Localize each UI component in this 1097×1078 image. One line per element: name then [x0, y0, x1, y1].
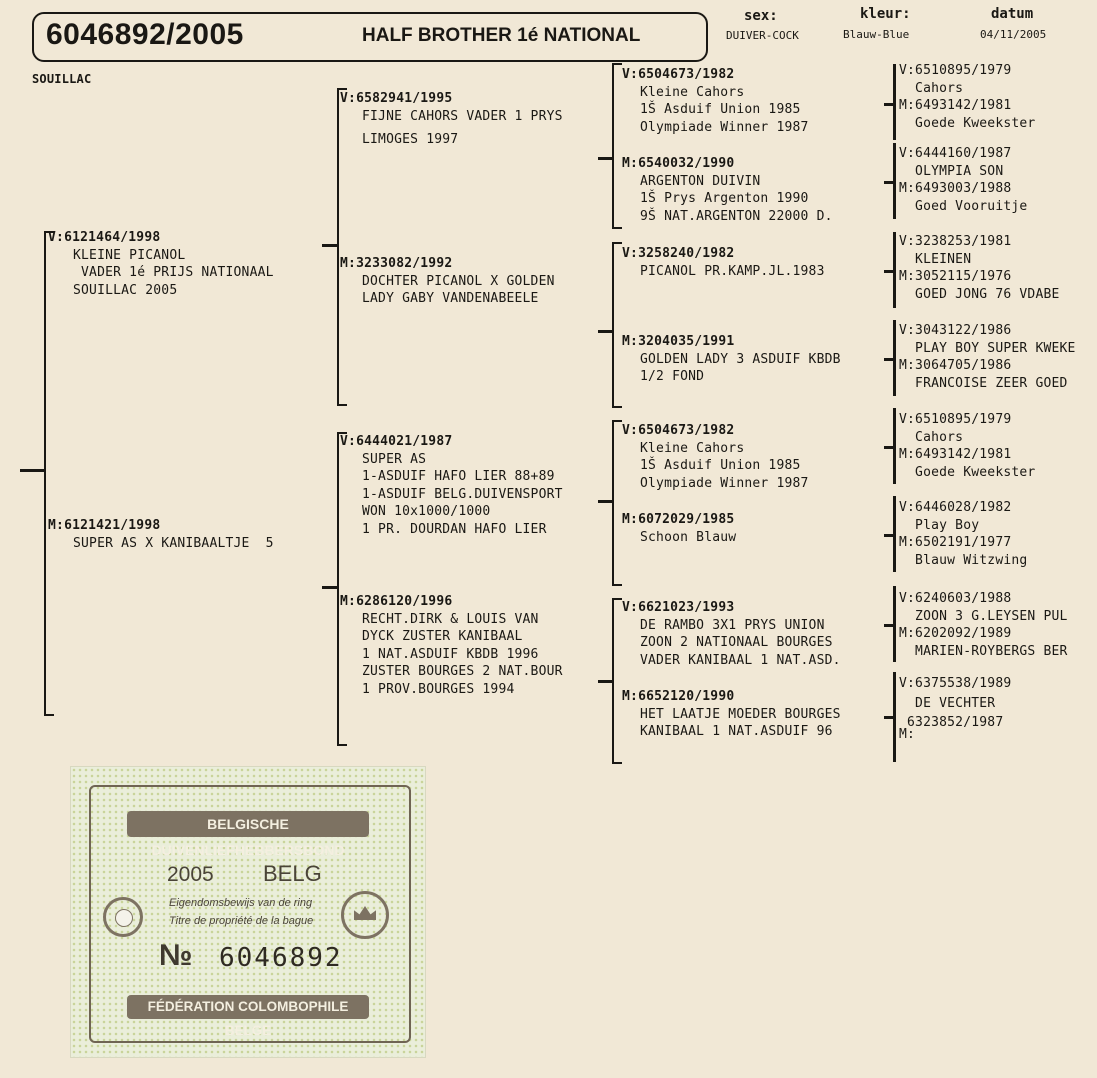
gen1-bracket — [44, 231, 54, 716]
gen4-line: V:6446028/1982 — [899, 500, 1012, 515]
ring-certificate-card — [70, 766, 426, 1058]
certificate-year: 2005 — [167, 863, 214, 886]
gen3-connector — [598, 157, 612, 160]
gen4-entry — [899, 411, 1035, 481]
gen4-connector — [884, 358, 893, 361]
gen2-prefix: V: — [340, 91, 357, 106]
gen2-line: 1-ASDUIF HAFO LIER 88+89 — [362, 469, 555, 484]
date-label: datum — [991, 6, 1034, 22]
certificate-line-nl: Eigendomsbewijs van de ring — [169, 897, 313, 909]
certificate-ring-number: 6046892 — [219, 943, 343, 973]
sire-prefix: V: — [48, 230, 65, 245]
gen2-line: LADY GABY VANDENABEELE — [362, 291, 539, 306]
gen3-connector — [598, 330, 612, 333]
gen2-line: 1 NAT.ASDUIF KBDB 1996 — [362, 646, 539, 662]
gen4-connector — [884, 624, 893, 627]
gen3-entry — [622, 422, 809, 492]
dam — [48, 517, 274, 552]
certificate-country: BELG — [263, 861, 322, 886]
gen4-bar — [893, 408, 896, 484]
gen3-line: ZOON 2 NATIONAAL BOURGES — [640, 635, 833, 650]
gen3-connector — [598, 500, 612, 503]
gen4-line: Play Boy — [899, 517, 980, 533]
sex-value: DUIVER-COCK — [726, 29, 799, 42]
gen4-line: GOED JONG 76 VDABE — [899, 286, 1060, 302]
federation-top-banner: BELGISCHE DUIVENLIEFHEBBERSBOND — [127, 811, 369, 837]
gen4-bar — [893, 496, 896, 572]
gen4-line: M:6493142/1981 — [899, 98, 1012, 113]
gen3-prefix: V: — [622, 423, 639, 438]
subject-connector — [20, 469, 44, 472]
gen2-prefix: M: — [340, 594, 357, 609]
gen4-entry — [899, 145, 1027, 215]
sire — [48, 229, 274, 299]
gen2-prefix: V: — [340, 434, 357, 449]
gen3-ring: 3204035/1991 — [638, 334, 735, 349]
gen4-bar — [893, 143, 896, 219]
gen3-line: 9Š NAT.ARGENTON 22000 D. — [640, 208, 833, 224]
gen2-line: RECHT.DIRK & LOUIS VAN — [362, 611, 539, 627]
sex-label: sex: — [744, 8, 778, 24]
gen3-prefix: V: — [622, 67, 639, 82]
gen3-entry — [622, 155, 833, 225]
certificate-line-fr: Titre de propriété de la bague — [169, 915, 314, 927]
gen4-line: M:6202092/1989 — [899, 626, 1012, 641]
gen3-bracket — [612, 420, 622, 586]
gen3-connector — [598, 680, 612, 683]
gen3-entry — [622, 245, 825, 280]
gen3-line: DE RAMBO 3X1 PRYS UNION — [640, 617, 825, 633]
gen2-line: 1 PROV.BOURGES 1994 — [362, 681, 515, 697]
sire-line: KLEINE PICANOL — [73, 247, 186, 263]
crown-emblem-icon — [341, 891, 389, 939]
sire-line: VADER 1é PRIJS NATIONAAL — [73, 265, 274, 280]
gen3-line: 1Š Asduif Union 1985 — [640, 102, 801, 117]
gen3-line: Olympiade Winner 1987 — [640, 119, 809, 135]
gen4-line: MARIEN-ROYBERGS BER — [899, 643, 1068, 659]
gen4-line: OLYMPIA SON — [899, 163, 1004, 179]
gen3-ring: 6504673/1982 — [638, 423, 735, 438]
gen3-prefix: M: — [622, 512, 639, 527]
gen3-prefix: M: — [622, 334, 639, 349]
gen3-ring: 6504673/1982 — [638, 67, 735, 82]
gen2-ring: 6286120/1996 — [356, 594, 453, 609]
gen4-line: V:6510895/1979 — [899, 412, 1012, 427]
sire-line: SOUILLAC 2005 — [73, 282, 178, 298]
gen4-entry — [899, 590, 1068, 660]
gen3-line: GOLDEN LADY 3 ASDUIF KBDB — [640, 351, 841, 367]
gen3-ring: 6652120/1990 — [638, 689, 735, 704]
gen2-line: WON 10x1000/1000 — [362, 504, 491, 519]
gen4-entry — [899, 322, 1076, 392]
gen3-entry — [622, 511, 736, 546]
gen4-entry — [899, 62, 1035, 132]
gen4-line: M:6493142/1981 — [899, 447, 1012, 462]
number-sign: № — [159, 939, 193, 972]
gen4-connector — [884, 103, 893, 106]
gen4-line: KLEINEN — [899, 251, 972, 267]
gen4-line: Blauw Witzwing — [899, 552, 1028, 568]
gen4-line: Goed Vooruitje — [899, 198, 1028, 214]
gen2-connector — [322, 244, 337, 247]
gen4-connector — [884, 270, 893, 273]
ring-number-box — [32, 12, 708, 62]
gen3-line: HET LAATJE MOEDER BOURGES — [640, 706, 841, 722]
gen3-line: Olympiade Winner 1987 — [640, 475, 809, 491]
gen2-entry — [340, 255, 555, 308]
gen2-prefix: M: — [340, 256, 357, 271]
gen3-line: Kleine Cahors — [640, 84, 745, 100]
gen4-line: Cahors — [899, 429, 964, 445]
gen2-line: LIMOGES 1997 — [362, 132, 459, 147]
gen4-line: V:3238253/1981 — [899, 234, 1012, 249]
gen4-line: V:6240603/1988 — [899, 591, 1012, 606]
gen2-entry — [340, 90, 563, 149]
ring-number: 6046892/2005 — [46, 18, 244, 51]
gen3-line: 1Š Asduif Union 1985 — [640, 458, 801, 473]
gen4-line: Goede Kweekster — [899, 115, 1036, 131]
gen2-connector — [322, 586, 337, 589]
dam-prefix: M: — [48, 518, 65, 533]
gen3-bracket — [612, 598, 622, 764]
gen3-prefix: M: — [622, 689, 639, 704]
gen3-entry — [622, 66, 809, 136]
gen4-line: M:6493003/1988 — [899, 181, 1012, 196]
gen4-line: M: — [899, 726, 916, 742]
gen4-line: V:6444160/1987 — [899, 146, 1012, 161]
gen2-line: ZUSTER BOURGES 2 NAT.BOUR — [362, 664, 563, 679]
punch-hole-icon — [103, 897, 143, 937]
gen3-line: PICANOL PR.KAMP.JL.1983 — [640, 263, 825, 279]
gen2-line: FIJNE CAHORS VADER 1 PRYS — [362, 108, 563, 124]
gen4-entry — [899, 499, 1027, 569]
color-value: Blauw-Blue — [843, 28, 910, 41]
gen4-entry — [899, 675, 1011, 743]
gen4-line: M:6502191/1977 — [899, 535, 1012, 550]
federation-bottom-banner: FÉDÉRATION COLOMBOPHILE BELGE — [127, 995, 369, 1019]
gen4-bar — [893, 586, 896, 662]
gen4-connector — [884, 716, 893, 719]
gen4-bar — [893, 232, 896, 308]
gen3-prefix: V: — [622, 600, 639, 615]
gen4-bar — [893, 672, 896, 762]
gen3-line: 1/2 FOND — [640, 369, 705, 384]
pedigree-title: HALF BROTHER 1é NATIONAL — [362, 25, 641, 46]
gen3-ring: 6072029/1985 — [638, 512, 735, 527]
gen4-line: M:3052115/1976 — [899, 269, 1012, 284]
gen4-bar — [893, 320, 896, 396]
gen3-ring: 6621023/1993 — [638, 600, 735, 615]
gen3-line: ARGENTON DUIVIN — [640, 173, 761, 189]
gen2-ring: 3233082/1992 — [356, 256, 453, 271]
gen4-line: Cahors — [899, 80, 964, 96]
gen3-ring: 3258240/1982 — [638, 246, 735, 261]
gen3-prefix: M: — [622, 156, 639, 171]
gen3-prefix: V: — [622, 246, 639, 261]
gen4-line: FRANCOISE ZEER GOED — [899, 375, 1068, 391]
gen4-line: PLAY BOY SUPER KWEKE — [899, 340, 1076, 356]
color-label: kleur: — [860, 6, 911, 22]
gen4-connector — [884, 181, 893, 184]
gen4-entry — [899, 233, 1060, 303]
date-value: 04/11/2005 — [980, 28, 1047, 41]
gen3-line: 1Š Prys Argenton 1990 — [640, 191, 809, 206]
gen2-ring: 6582941/1995 — [356, 91, 453, 106]
gen2-line: DOCHTER PICANOL X GOLDEN — [362, 273, 555, 289]
gen3-entry — [622, 333, 841, 386]
sire-ring: 6121464/1998 — [64, 230, 161, 245]
gen4-line: DE VECHTER — [899, 695, 996, 711]
gen2-line: 1-ASDUIF BELG.DUIVENSPORT — [362, 486, 563, 502]
gen4-line: V:6375538/1989 — [899, 676, 1012, 691]
gen3-bracket — [612, 242, 622, 408]
gen3-line: VADER KANIBAAL 1 NAT.ASD. — [640, 652, 841, 668]
gen4-line: V:3043122/1986 — [899, 323, 1012, 338]
gen3-bracket — [612, 63, 622, 229]
gen3-entry — [622, 599, 841, 669]
gen4-line: 6323852/1987 — [899, 715, 1004, 730]
gen4-line: ZOON 3 G.LEYSEN PUL — [899, 608, 1068, 624]
dam-line: SUPER AS X KANIBAALTJE 5 — [73, 535, 274, 551]
gen3-ring: 6540032/1990 — [638, 156, 735, 171]
gen2-entry — [340, 593, 563, 698]
gen4-connector — [884, 446, 893, 449]
gen3-entry — [622, 688, 841, 741]
gen4-line: Goede Kweekster — [899, 464, 1036, 480]
gen3-line: Kleine Cahors — [640, 440, 745, 456]
gen3-line: Schoon Blauw — [640, 529, 737, 545]
gen2-line: DYCK ZUSTER KANIBAAL — [362, 629, 523, 644]
gen4-line: M:3064705/1986 — [899, 358, 1012, 373]
gen4-bar — [893, 64, 896, 140]
gen4-connector — [884, 534, 893, 537]
gen2-entry — [340, 433, 563, 538]
gen2-ring: 6444021/1987 — [356, 434, 453, 449]
gen4-line: V:6510895/1979 — [899, 63, 1012, 78]
gen2-line: SUPER AS — [362, 451, 427, 467]
gen3-line: KANIBAAL 1 NAT.ASDUIF 96 — [640, 724, 833, 739]
breeder-name: SOUILLAC — [32, 72, 92, 86]
dam-ring: 6121421/1998 — [64, 518, 161, 533]
gen2-line: 1 PR. DOURDAN HAFO LIER — [362, 521, 547, 537]
